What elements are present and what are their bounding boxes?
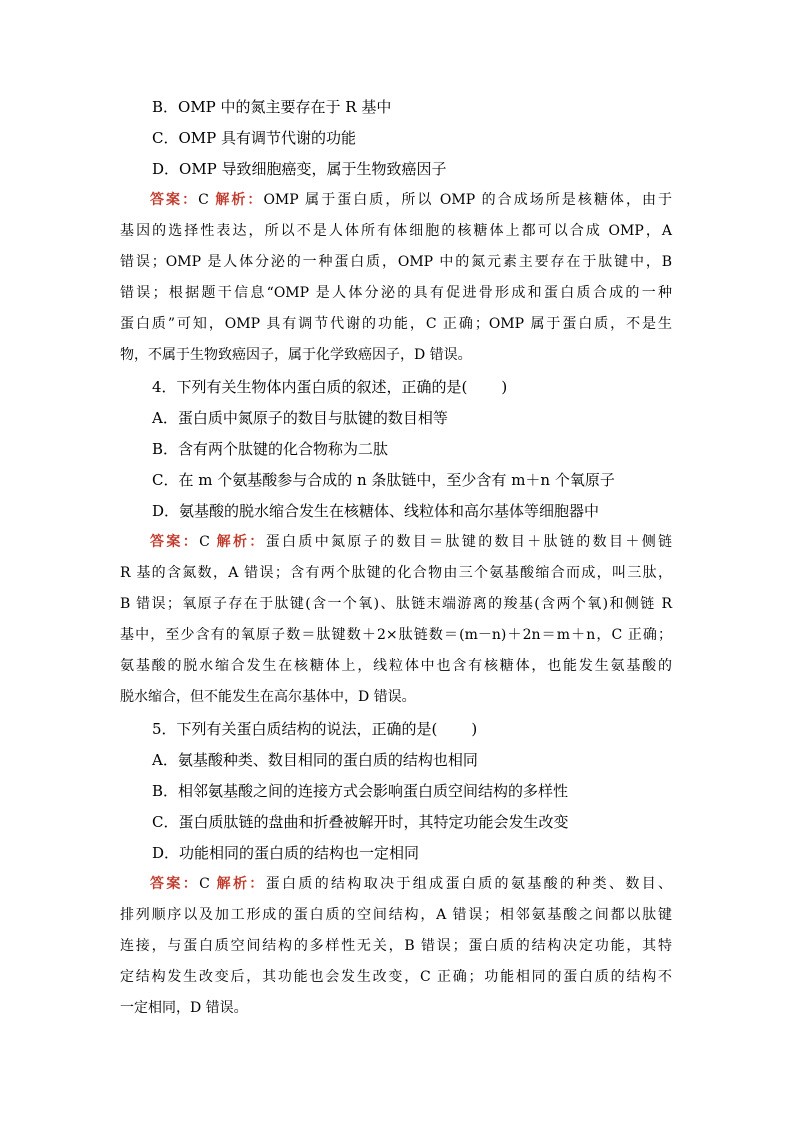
question5-stem-close: ) xyxy=(471,720,478,738)
answer-choice: C xyxy=(199,876,210,892)
question4-stem-close: ) xyxy=(501,378,508,396)
analysis-text: OMP 属于蛋白质，所以 OMP 的合成场所是核糖体，由于 xyxy=(263,192,673,208)
answer5-line4: 定结构发生改变后，其功能也会发生改变，C 正确；功能相同的蛋白质的结构不 xyxy=(120,969,672,985)
answer4-line3: B 错误；氧原子存在于肽键(含一个氧)、肽链末端游离的羧基(含两个氧)和侧链 R xyxy=(120,596,672,612)
answer3-line4: 错误；根据题干信息“OMP 是人体分泌的具有促进骨形成和蛋白质合成的一种 xyxy=(120,285,672,301)
q3-option-b: B．OMP 中的氮主要存在于 R 基中 xyxy=(152,98,392,116)
answer-choice: C xyxy=(199,534,210,550)
q5-option-b: B．相邻氨基酸之间的连接方式会影响蛋白质空间结构的多样性 xyxy=(152,782,569,800)
answer4-line4: 基中，至少含有的氧原子数＝肽键数＋2×肽链数＝(m－n)＋2n＝m＋n，C 正确； xyxy=(120,627,672,643)
analysis-label: 解析： xyxy=(216,876,266,892)
answer4-line6: 脱水缩合，但不能发生在高尔基体中，D 错误。 xyxy=(120,689,416,705)
answer3-line1 xyxy=(150,190,672,210)
q5-option-a: A．氨基酸种类、数目相同的蛋白质的结构也相同 xyxy=(152,751,478,769)
analysis-text: 蛋白质中氮原子的数目＝肽键的数目＋肽链的数目＋侧链 xyxy=(265,534,673,550)
answer-label: 答案： xyxy=(150,876,200,892)
answer5-line3: 连接，与蛋白质空间结构的多样性无关，B 错误；蛋白质的结构决定功能，其特 xyxy=(120,938,672,954)
answer5-line2: 排列顺序以及加工形成的蛋白质的空间结构，A 错误；相邻氨基酸之间都以肽键 xyxy=(120,907,672,923)
question4-stem-text: 4．下列有关生物体内蛋白质的叙述，正确的是( xyxy=(152,378,468,396)
q5-option-d: D．功能相同的蛋白质的结构也一定相同 xyxy=(152,844,420,862)
q4-option-c: C．在 m 个氨基酸参与合成的 n 条肽链中，至少含有 m＋n 个氧原子 xyxy=(152,471,615,489)
answer5-line5: 一定相同，D 错误。 xyxy=(120,1000,248,1016)
q3-option-d: D．OMP 导致细胞癌变，属于生物致癌因子 xyxy=(152,160,447,178)
answer-label: 答案： xyxy=(150,192,199,208)
analysis-label: 解析： xyxy=(216,534,266,550)
answer-choice: C xyxy=(198,192,209,208)
answer3-line6: 物，不属于生物致癌因子，属于化学致癌因子，D 错误。 xyxy=(120,347,472,363)
answer4-line5: 氨基酸的脱水缩合发生在核糖体上，线粒体中也含有核糖体，也能发生氨基酸的 xyxy=(120,658,672,674)
analysis-label: 解析： xyxy=(215,192,264,208)
q4-option-d: D．氨基酸的脱水缩合发生在核糖体、线粒体和高尔基体等细胞器中 xyxy=(152,502,600,520)
question5-stem-text: 5．下列有关蛋白质结构的说法，正确的是( xyxy=(152,720,438,738)
answer3-line2: 基因的选择性表达，所以不是人体所有体细胞的核糖体上都可以合成 OMP，A xyxy=(120,223,672,239)
question4-stem xyxy=(152,377,507,397)
q3-option-c: C．OMP 具有调节代谢的功能 xyxy=(152,129,356,147)
q4-option-b: B．含有两个肽键的化合物称为二肽 xyxy=(152,440,389,458)
answer4-line2: R 基的含氮数，A 错误；含有两个肽键的化合物由三个氨基酸缩合而成，叫三肽， xyxy=(120,565,672,581)
answer5-line1 xyxy=(150,874,672,894)
answer3-line5: 蛋白质”可知，OMP 具有调节代谢的功能，C 正确；OMP 属于蛋白质，不是生 xyxy=(120,316,672,332)
answer-label: 答案： xyxy=(150,534,200,550)
q5-option-c: C．蛋白质肽链的盘曲和折叠被解开时，其特定功能会发生改变 xyxy=(152,813,569,831)
q4-option-a: A．蛋白质中氮原子的数目与肽键的数目相等 xyxy=(152,409,448,427)
answer3-line3: 错误；OMP 是人体分泌的一种蛋白质，OMP 中的氮元素主要存在于肽键中，B xyxy=(120,254,672,270)
analysis-text: 蛋白质的结构取决于组成蛋白质的氨基酸的种类、数目、 xyxy=(265,876,673,892)
question5-stem xyxy=(152,719,477,739)
answer4-line1 xyxy=(150,532,672,552)
